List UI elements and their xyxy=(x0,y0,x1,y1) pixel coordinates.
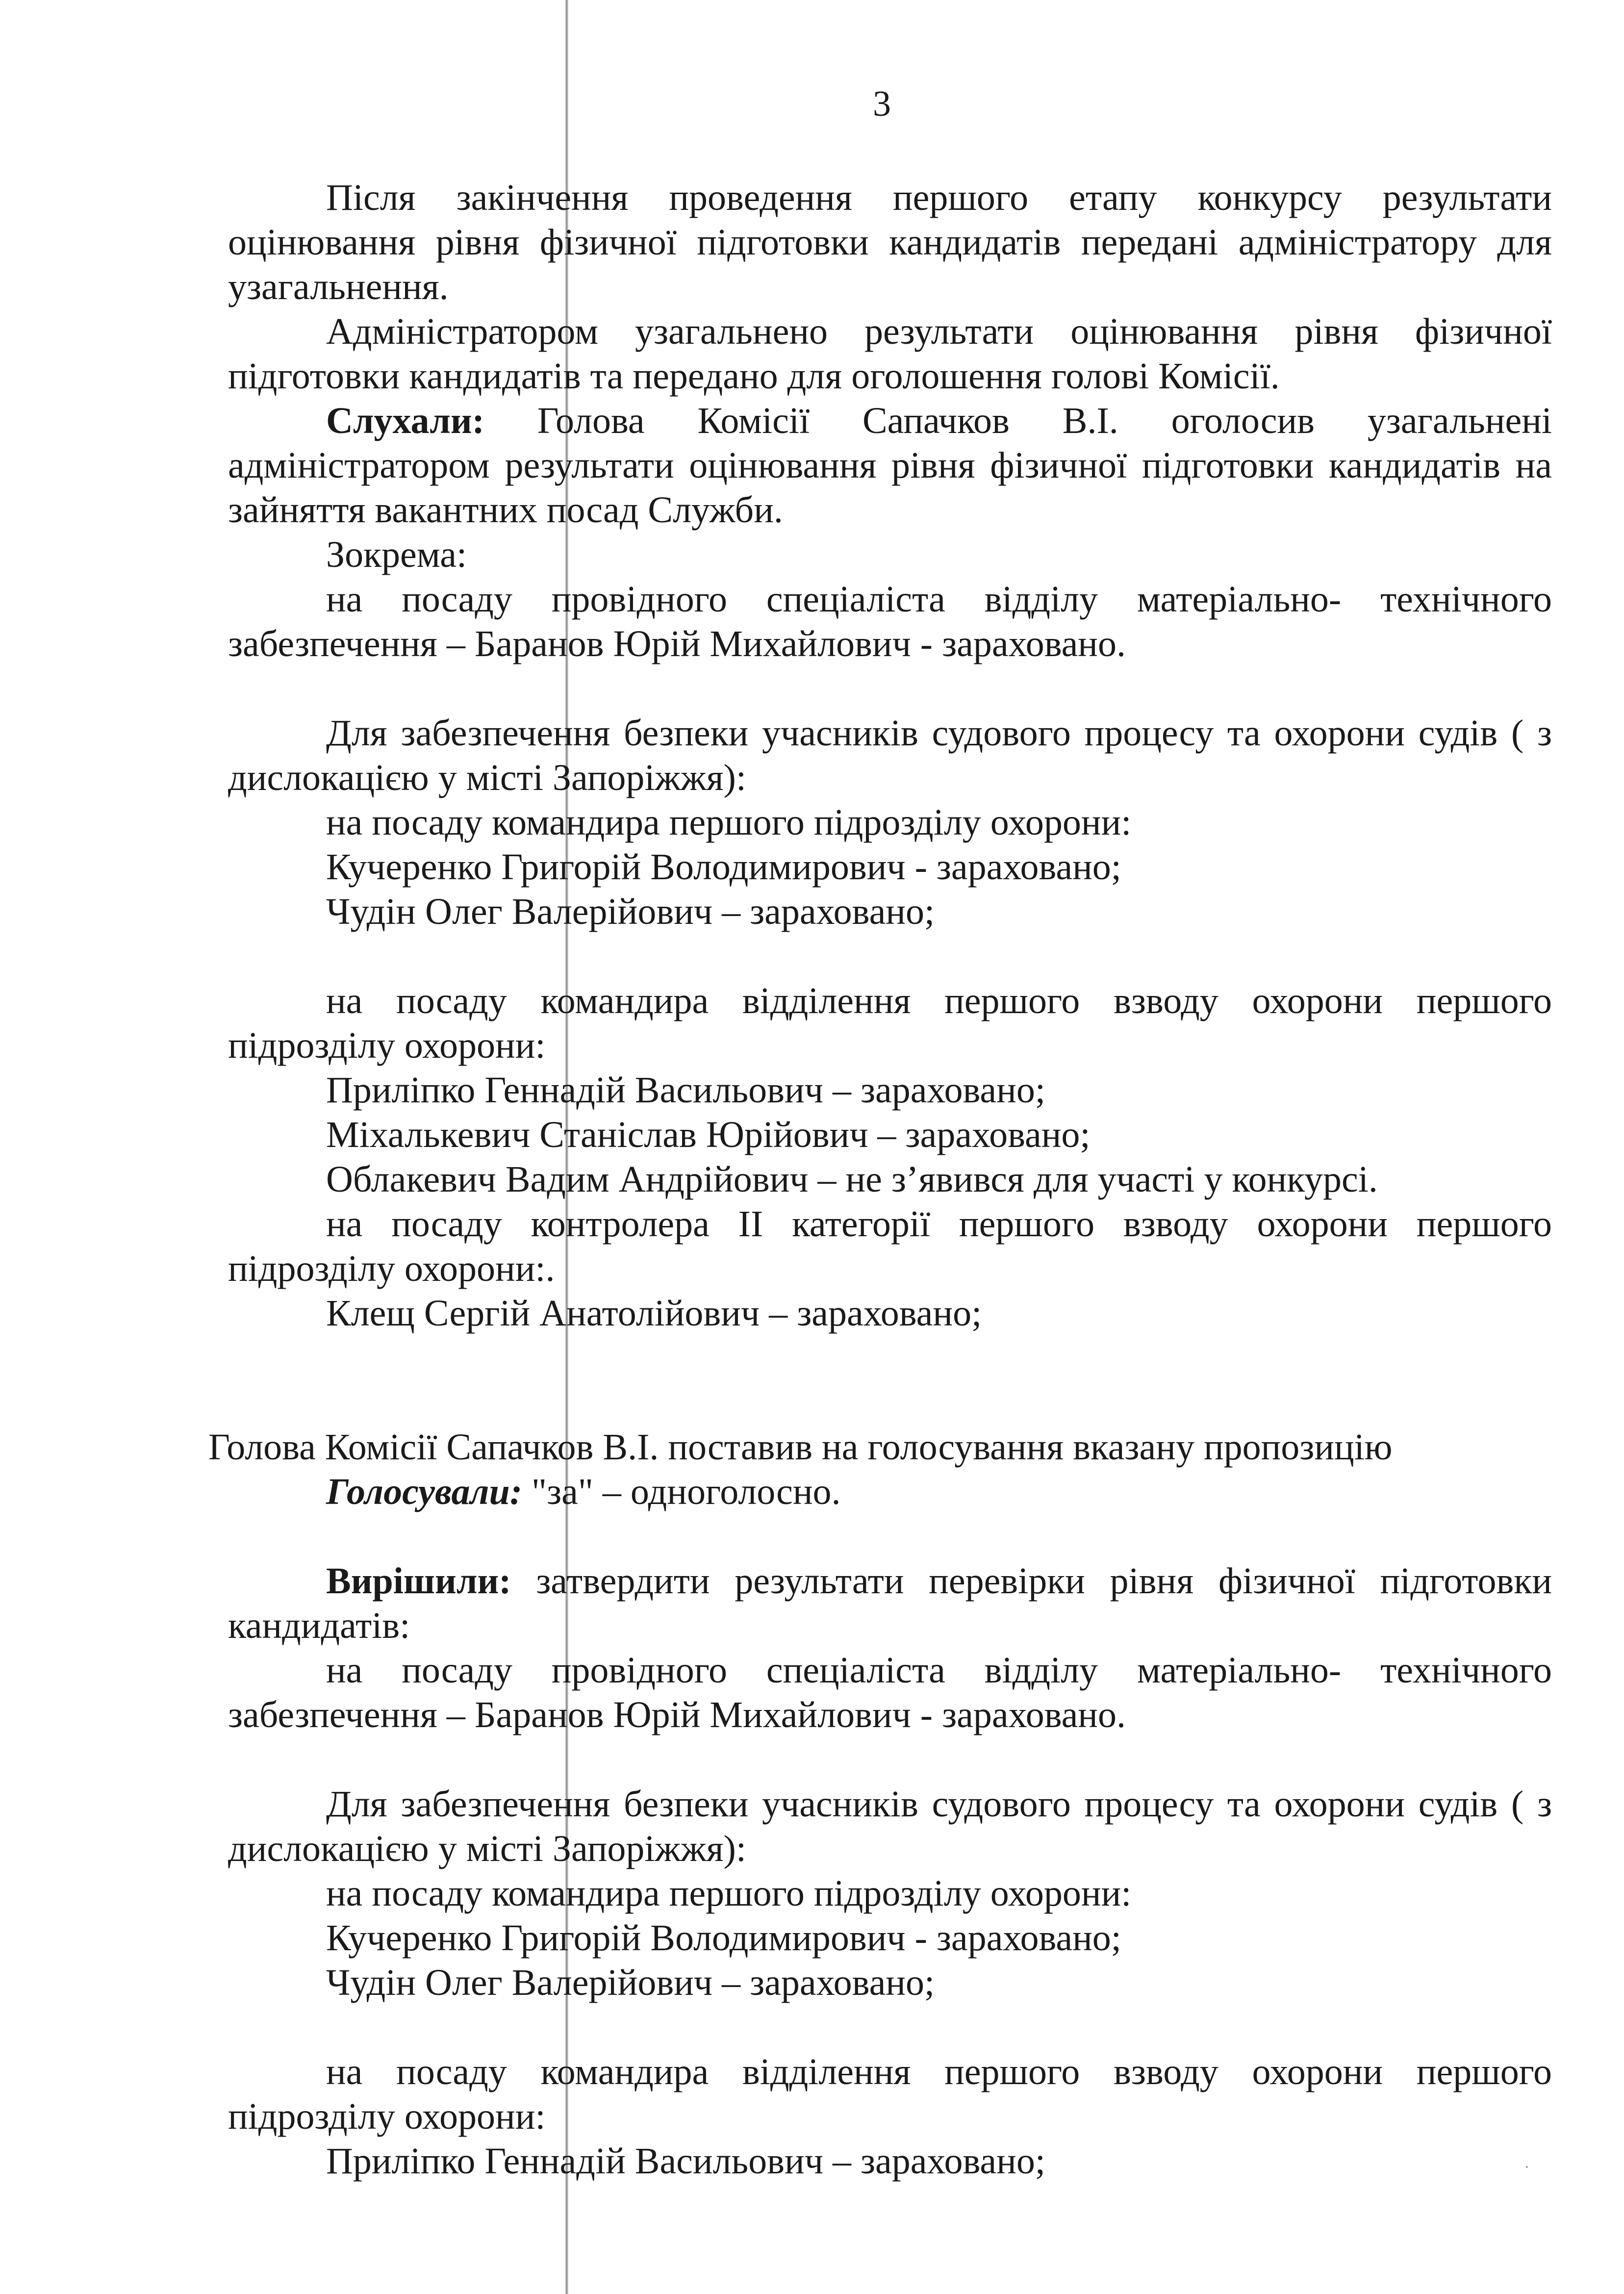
voted-text: "за" – одноголосно. xyxy=(522,1471,841,1512)
paragraph-decided xyxy=(228,1559,1552,1648)
paragraph-heard xyxy=(228,399,1552,533)
voted-label: Голосували: xyxy=(326,1471,523,1512)
paragraph-position-commander: на посаду командира першого підрозділу охорони: xyxy=(326,802,1132,843)
candidate-prylipko: Приліпко Геннадій Васильович – зараховано; xyxy=(326,1070,1045,1111)
candidate-oblakevych: Облакевич Вадим Андрійович – не з’явився для участі у конкурсі. xyxy=(326,1159,1378,1200)
candidate-mikhalkevych: Міхалькевич Станіслав Юрійович – зараховано; xyxy=(326,1114,1091,1155)
paragraph-position-controller: на посаду контролера ІІ категорії першого взводу охорони першого підрозділу охорони:. xyxy=(228,1203,1552,1289)
paragraph-position-specialist-2: на посаду провідного спеціаліста відділу матеріально- технічного забезпечення – Баранов Юрій Михайлович - зараховано. xyxy=(228,1650,1552,1735)
paragraph-court-security-2: Для забезпечення безпеки учасників судового процесу та охорони судів ( з дислокацією у місті Запоріжжя): xyxy=(228,1784,1552,1869)
candidate-kucherenko-2: Кучеренко Григорій Володимирович - зараховано; xyxy=(326,1917,1121,1959)
paragraph-results-transfer: Після закінчення проведення першого етапу конкурсу результати оцінювання рівня фізичної підготовки кандидатів передані адміністратору для узагальнення. xyxy=(228,177,1552,307)
paragraph-vote-proposal: Голова Комісії Сапачков В.І. поставив на голосування вказану пропозицію xyxy=(208,1427,1393,1468)
paragraph-voted xyxy=(228,1470,1552,1514)
heard-label: Слухали: xyxy=(326,400,484,441)
candidate-chudin: Чудін Олег Валерійович – зараховано; xyxy=(326,891,935,932)
paragraph-admin-summary: Адміністратором узагальнено результати оцінювання рівня фізичної підготовки кандидатів та передано для оголошення голові Комісії. xyxy=(228,311,1552,397)
scan-speck xyxy=(1526,2166,1528,2168)
paragraph-position-commander-2: на посаду командира першого підрозділу охорони: xyxy=(326,1873,1132,1914)
decided-label: Вирішили: xyxy=(326,1560,511,1602)
paragraph-court-security: Для забезпечення безпеки учасників судового процесу та охорони судів ( з дислокацією у місті Запоріжжя): xyxy=(228,713,1552,798)
page-number: 3 xyxy=(873,84,891,124)
heard-text: Голова Комісії Сапачков В.І. оголосив узагальнені адміністратором результати оцінювання рівня фізичної підготовки кандидатів на зайняття вакантних посад Служби. xyxy=(228,400,1552,531)
paragraph-position-specialist: на посаду провідного спеціаліста відділу матеріально- технічного забезпечення – Баранов Юрій Михайлович - зараховано. xyxy=(228,579,1552,664)
candidate-kleshch: Клещ Сергій Анатолійович – зараховано; xyxy=(326,1293,982,1334)
decided-text: затвердити результати перевірки рівня фізичної підготовки кандидатів: xyxy=(228,1560,1552,1646)
paragraph-position-squad-commander-2: на посаду командира відділення першого взводу охорони першого підрозділу охорони: xyxy=(228,2051,1552,2137)
candidate-kucherenko: Кучеренко Григорій Володимирович - зараховано; xyxy=(326,846,1121,888)
candidate-chudin-2: Чудін Олег Валерійович – зараховано; xyxy=(326,1962,935,2003)
paragraph-in-particular: Зокрема: xyxy=(326,534,467,575)
candidate-prylipko-2: Приліпко Геннадій Васильович – зараховано; xyxy=(326,2141,1045,2182)
document-body xyxy=(208,176,1552,2184)
paragraph-position-squad-commander: на посаду командира відділення першого взводу охорони першого підрозділу охорони: xyxy=(228,980,1552,1066)
